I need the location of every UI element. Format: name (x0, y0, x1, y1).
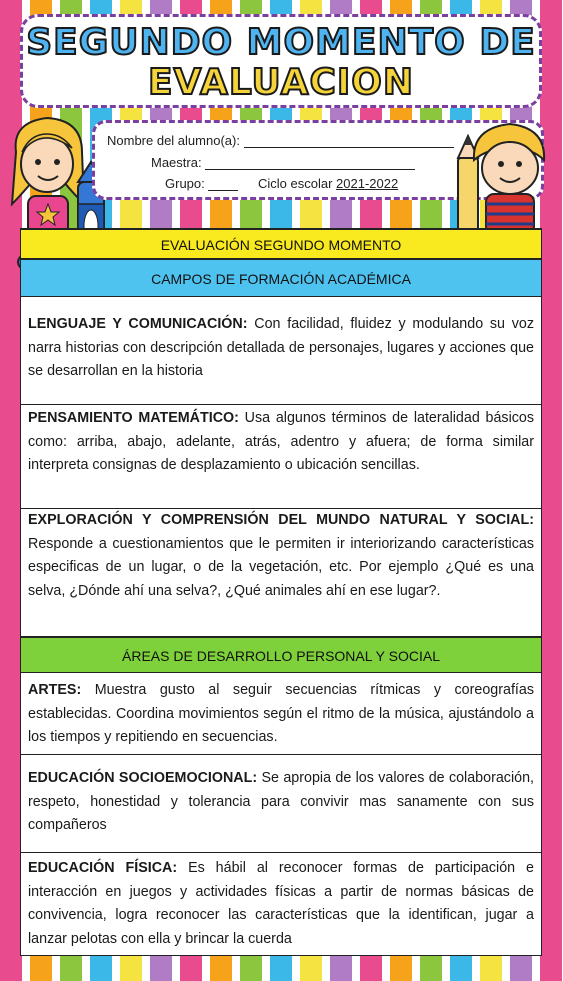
field-math-title: PENSAMIENTO MATEMÁTICO: (28, 410, 239, 426)
field-math-text: Usa algunos términos de lateralidad básicos como: arriba, abajo, adelante, atrás, adentro y afuera; de forma similar interpreta consignas de desplazamiento o ubicación sencillas. (28, 410, 534, 473)
school-year-label: Ciclo escolar (258, 176, 333, 191)
field-exploration-title: EXPLORACIÓN Y COMPRENSIÓN DEL MUNDO NATURAL Y SOCIAL: (28, 512, 534, 528)
title-box (20, 14, 542, 108)
area-socioemotional-text: Se apropia de los valores de colaboración, respeto, honestidad y tolerancia para convivir mas sanamente con sus compañeros (28, 770, 534, 833)
evaluation-panel (20, 228, 542, 956)
area-physical-education-text: Es hábil al reconocer formas de participación e interacción en juegos y actividades físicas a partir de normas básicas de convivencia, logra reconocer las características que la identifican, jugar a lanzar pelotas con ella y brincar la cuerda (28, 860, 534, 947)
title-line-1: SEGUNDO MOMENTO DE (26, 22, 536, 63)
teacher-label: Maestra: (151, 155, 202, 170)
field-math (21, 405, 541, 509)
field-language-text: Con facilidad, fluidez y modulando su voz narra historias con descripción detallada de personajes, lugares y acciones que se desarrollan en la historia (28, 316, 534, 379)
academic-fields-header: CAMPOS DE FORMACIÓN ACADÉMICA (21, 259, 541, 297)
field-exploration (21, 509, 541, 637)
field-language-title: LENGUAJE Y COMUNICACIÓN: (28, 316, 248, 332)
field-exploration-text: Responde a cuestionamientos que le permiten ir interiorizando características especificas de un lugar, o de la vegetación, etc. Por ejemplo ¿Qué es una selva, ¿Dónde ahí una selva?, ¿Qué animales ahí en ese lugar?. (28, 535, 534, 599)
area-physical-education (21, 853, 541, 957)
group-field[interactable] (208, 178, 238, 191)
area-arts-text: Muestra gusto al seguir secuencias rítmicas y coreografías establecidas. Coordina movimientos según el ritmo de la música, ajustándolo a los tiempos y repitiendo en secuencias. (28, 682, 534, 745)
evaluation-header: EVALUACIÓN SEGUNDO MOMENTO (21, 229, 541, 259)
school-year-value: 2021-2022 (336, 176, 399, 191)
area-socioemotional (21, 755, 541, 853)
area-socioemotional-title: EDUCACIÓN SOCIOEMOCIONAL: (28, 770, 258, 786)
student-name-label: Nombre del alumno(a): (107, 133, 240, 148)
group-label: Grupo: (165, 176, 205, 191)
area-arts (21, 673, 541, 755)
field-language (21, 313, 541, 405)
student-name-field[interactable] (244, 135, 454, 148)
personal-areas-header: ÁREAS DE DESARROLLO PERSONAL Y SOCIAL (21, 637, 541, 673)
teacher-name-field[interactable] (205, 157, 415, 170)
area-physical-education-title: EDUCACIÓN FÍSICA: (28, 860, 178, 876)
title-line-2: EVALUACION (147, 62, 415, 103)
area-arts-title: ARTES: (28, 682, 82, 698)
